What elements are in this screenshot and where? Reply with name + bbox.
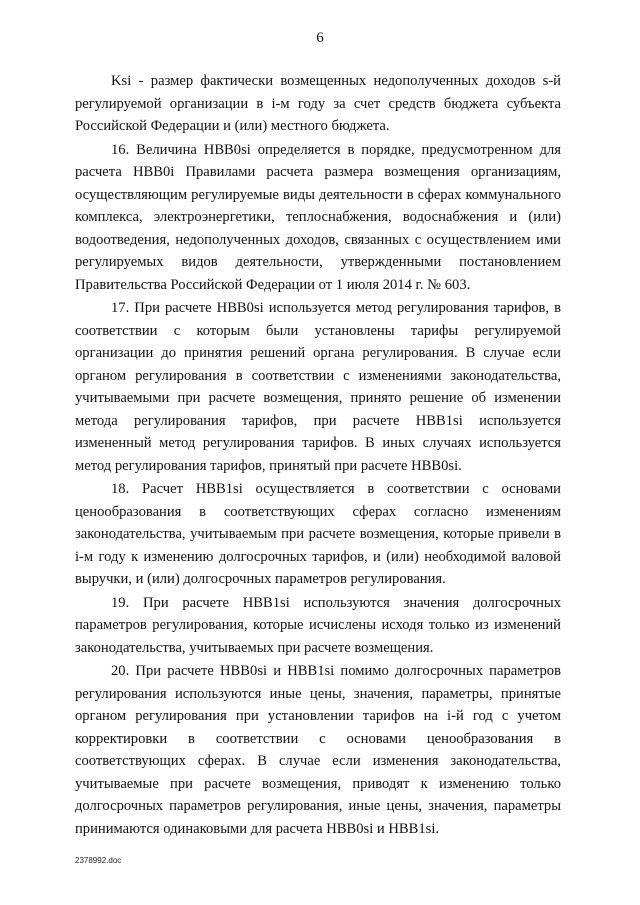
paragraph-20 — [75, 660, 561, 840]
paragraph-19 — [75, 592, 561, 660]
paragraph-text: 17. При расчете НВВ0si используется метод регулирования тарифов, в соответствии с которым были установлены тарифы регулируемой организации до принятия решений органа регулирования. В случае если органом регулирования в соответствии с изменениями законодательства, учитываемыми при расчете возмещения, принято решение об изменении метода регулирования тарифов, при расчете НВВ1si используется измененный метод регулирования тарифов. В иных случаях используется метод регулирования тарифов, принятый при расчете НВВ0si. — [75, 300, 561, 474]
page-number: 6 — [316, 30, 324, 46]
paragraph-18 — [75, 478, 561, 591]
paragraph-text: 18. Расчет НВВ1si осуществляется в соответствии с основами ценообразования в соответствующих сферах согласно изменениям законодательства, учитываемым при расчете возмещения, которые привели в i-м году к изменению долгосрочных тарифов, и (или) необходимой валовой выручки, и (или) долгосрочных параметров регулирования. — [75, 481, 561, 587]
footer-file-name: 2378992.doc — [75, 856, 122, 865]
paragraph-text: 16. Величина НВВ0si определяется в порядке, предусмотренном для расчета НВВ0i Правилами расчета размера возмещения организациям, осуществляющим регулируемые виды деятельности в сферах коммунального комплекса, электроэнергетики, теплоснабжения, водоснабжения и (или) водоотведения, недополученных доходов, связанных с осуществлением ими регулируемых видов деятельности, утвержденными постановлением Правительства Российской Федерации от 1 июля 2014 г. № 603. — [75, 141, 561, 293]
document-body — [75, 70, 561, 841]
paragraph-text: Ksi - размер фактически возмещенных недополученных доходов s-й регулируемой организации в i-м году за счет средств бюджета субъекта Российской Федерации и (или) местного бюджета. — [75, 73, 561, 134]
paragraph-text: 19. При расчете НВВ1si используются значения долгосрочных параметров регулирования, которые исчислены исходя только из изменений законодательства, учитываемых при расчете возмещения. — [75, 594, 561, 656]
paragraph-text: 20. При расчете НВВ0si и НВВ1si помимо долгосрочных параметров регулирования используются иные цены, значения, параметры, принятые органом регулирования при установлении тарифов на i-й год с учетом корректировки в соответствии с основами ценообразования в соответствующих сферах. В случае если изменения законодательства, учитываемые при расчете возмещения, приводят к изменению только долгосрочных параметров регулирования, иные цены, значения, параметры принимаются одинаковыми для расчета НВВ0si и НВВ1si. — [75, 663, 561, 837]
paragraph-16 — [75, 139, 561, 297]
paragraph-ksi-definition — [75, 70, 561, 138]
paragraph-17 — [75, 297, 561, 477]
